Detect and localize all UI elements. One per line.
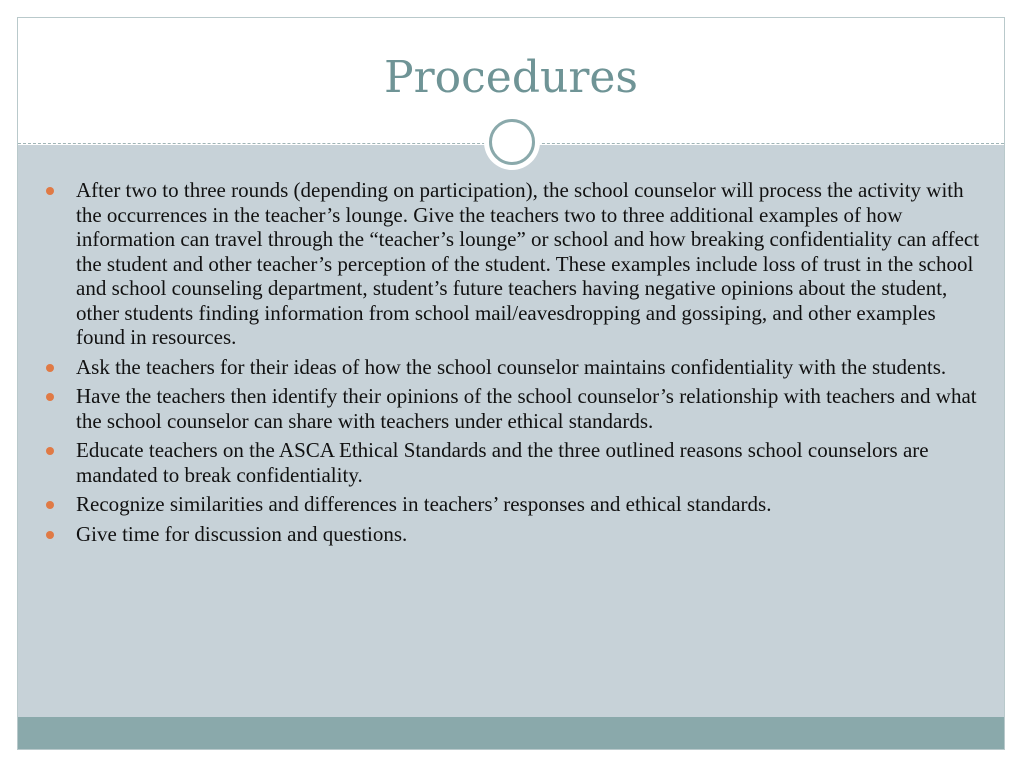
- bullet-item-6: [76, 522, 984, 547]
- ring-icon: [489, 119, 535, 165]
- slide-title: Procedures: [384, 52, 638, 103]
- bullet-text: Ask the teachers for their ideas of how the school counselor maintains confidentiality with the students.: [76, 354, 947, 379]
- bullet-dot-icon: [46, 501, 54, 509]
- bullet-item-1: [76, 178, 984, 350]
- bullet-text: Educate teachers on the ASCA Ethical Standards and the three outlined reasons school counselors are mandated to break confidentiality.: [76, 438, 929, 487]
- bullet-text: Have the teachers then identify their opinions of the school counselor’s relationship with teachers and what the school counselor can share with teachers under ethical standards.: [76, 384, 977, 433]
- bullet-dot-icon: [46, 447, 54, 455]
- circle-ornament-icon: [484, 114, 540, 170]
- bullet-text: Recognize similarities and differences in teachers’ responses and ethical standards.: [76, 492, 772, 516]
- bullet-dot-icon: [46, 187, 54, 195]
- bullet-item-5: [76, 492, 984, 517]
- bullet-dot-icon: [46, 364, 54, 372]
- footer-band: [18, 717, 1004, 750]
- bullet-list: [76, 178, 984, 551]
- bullet-text: After two to three rounds (depending on participation), the school counselor will process the activity with the occurrences in the teacher’s lounge. Give the teachers two to three additional examples of how information can travel through the “teacher’s lounge” or school and how breaking confidentiality can affect the student and other teacher’s perception of the student. These examples include loss of trust in the school and school counseling department, student’s future teachers having negative opinions about the student, other students finding information from school mail/eavesdropping and gossiping, and other examples found in resources.: [76, 178, 980, 349]
- content-area: [18, 145, 1004, 717]
- bullet-item-3: [76, 384, 984, 433]
- bullet-dot-icon: [46, 393, 54, 401]
- bullet-item-4: [76, 438, 984, 487]
- bullet-text: Give time for discussion and questions.: [76, 521, 408, 546]
- bullet-item-2: [76, 355, 984, 380]
- bullet-dot-icon: [46, 531, 54, 539]
- slide-frame: [17, 17, 1005, 750]
